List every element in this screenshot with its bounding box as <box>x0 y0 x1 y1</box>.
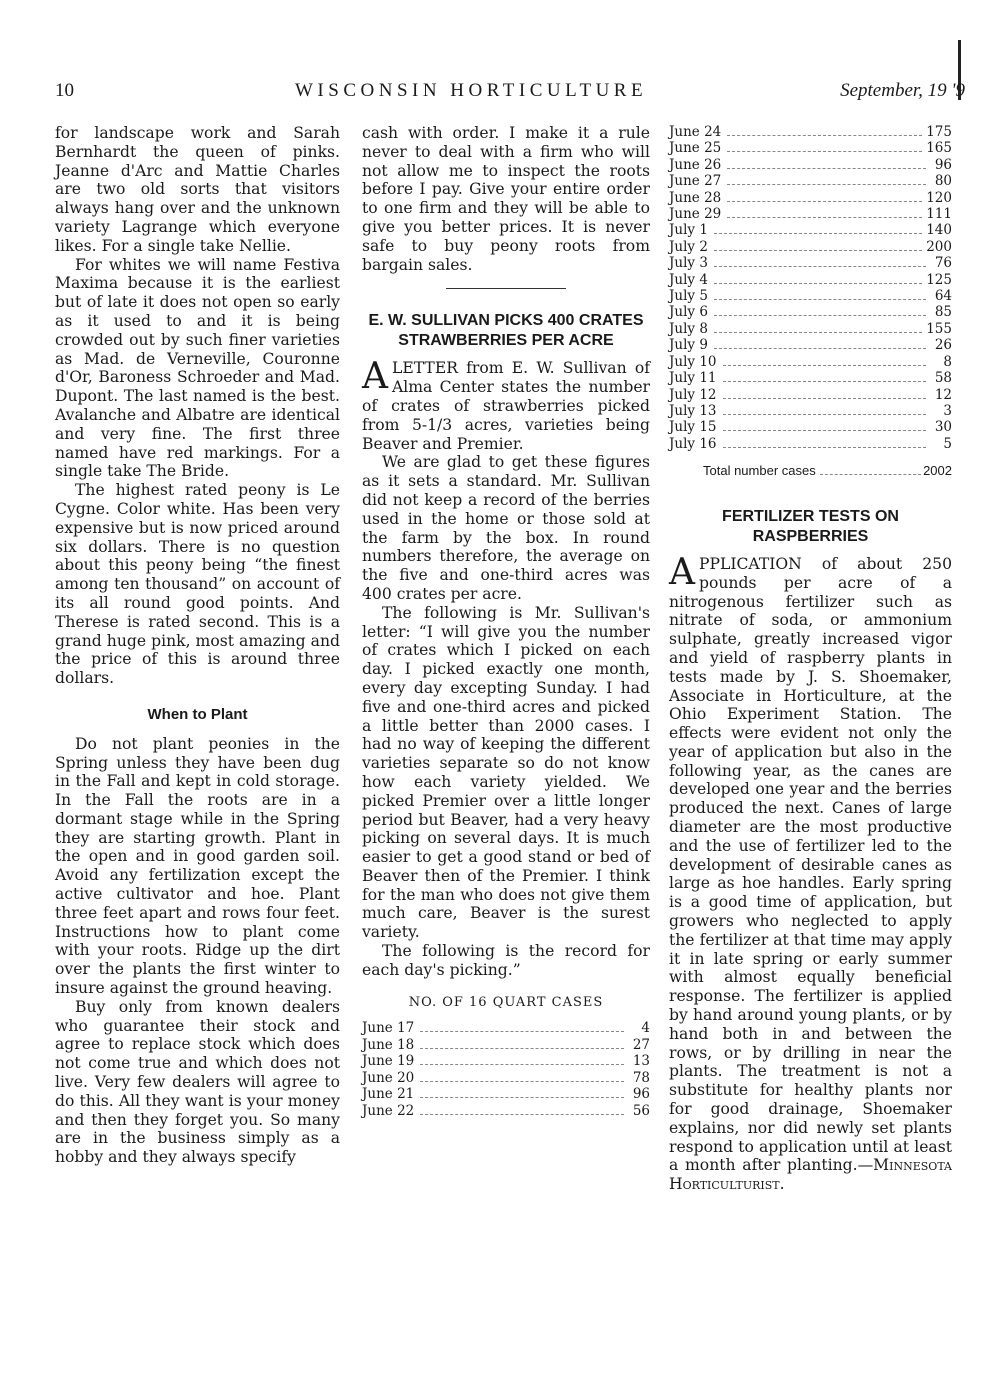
lead-text: LETTER from E. W. Sullivan of Alma Center states the number of crates of strawberries picked from 5-1/3 acres, varieties being Beaver and Premier. <box>362 359 650 453</box>
row-value: 111 <box>926 206 952 223</box>
table-row <box>669 436 952 452</box>
paragraph: Buy only from known dealers who guarantee their stock and agree to replace stock which does not come true and which does not live. Very few dealers will agree to do this. All they want is your money and then they forget you. So many are in the business simply as a hobby and they always specify <box>55 997 340 1167</box>
row-date: July 2 <box>669 238 708 255</box>
article-headline: E. W. SULLIVAN PICKS 400 CRATES STRAWBERRIES PER ACRE <box>368 312 644 350</box>
table-row <box>362 1086 650 1102</box>
row-date: July 12 <box>669 386 717 403</box>
leader-dots <box>714 299 926 300</box>
leader-dots <box>723 381 926 382</box>
page-number: 10 <box>55 80 74 101</box>
row-value: 96 <box>934 156 952 173</box>
row-date: July 3 <box>669 255 708 272</box>
row-date: June 22 <box>362 1102 415 1119</box>
table-row <box>669 321 952 337</box>
table-row <box>669 387 952 403</box>
row-date: July 16 <box>669 435 717 452</box>
row-date: June 20 <box>362 1069 415 1086</box>
leader-dots <box>820 474 921 475</box>
leader-dots <box>727 201 922 202</box>
table-row <box>669 419 952 435</box>
table-row <box>669 239 952 255</box>
row-value: 8 <box>943 353 952 370</box>
leader-dots <box>727 135 922 136</box>
row-value: 58 <box>934 370 952 387</box>
leader-dots <box>727 217 922 218</box>
table-total-row <box>703 462 952 481</box>
table-row <box>362 1020 650 1036</box>
leader-dots <box>727 168 926 169</box>
row-value: 175 <box>926 124 952 140</box>
row-date: June 19 <box>362 1053 415 1070</box>
publication-title: WISCONSIN HORTICULTURE <box>295 80 648 101</box>
row-value: 96 <box>632 1086 650 1103</box>
article-body <box>669 551 952 1194</box>
row-value: 78 <box>632 1069 650 1086</box>
lead-paragraph <box>362 356 650 453</box>
row-date: June 18 <box>362 1036 415 1053</box>
row-date: July 9 <box>669 337 708 354</box>
table-row <box>669 255 952 271</box>
row-date: June 21 <box>362 1086 415 1103</box>
table-title: NO. OF 16 QUART CASES <box>408 994 604 1010</box>
running-header <box>55 80 965 106</box>
row-value: 27 <box>632 1036 650 1053</box>
table-row <box>669 304 952 320</box>
leader-dots <box>420 1114 624 1115</box>
table-row <box>669 124 952 140</box>
table-row <box>669 354 952 370</box>
row-date: June 29 <box>669 206 722 223</box>
row-date: July 8 <box>669 320 708 337</box>
table-row <box>669 157 952 173</box>
leader-dots <box>723 430 926 431</box>
column-middle <box>362 124 650 1119</box>
row-value: 30 <box>934 419 952 436</box>
paragraph: The highest rated peony is Le Cygne. Color white. Has been very expensive but is now priced around six dollars. There is no question about this peony being “the finest among ten thousand” on account of its all round good points. And Therese is rated second. This is a grand huge pink, most amazing and the price of this is around three dollars. <box>55 481 340 688</box>
row-value: 200 <box>926 238 952 255</box>
leader-dots <box>714 266 926 267</box>
section-divider <box>446 288 566 289</box>
row-value: 12 <box>934 386 952 403</box>
row-date: June 28 <box>669 189 722 206</box>
body-text: PPLICATION of about 250 pounds per acre of a nitrogenous fertilizer such as nitrate of soda, or ammonium sulphate, greatly increased vigor and yield of raspberry plants in tests made by J. S. Shoemaker, Associate in Horticulture, at the Ohio Experiment Station. The effects were evident not only the year of application but also in the following year, as the canes are developed one year and the berries produced the next. Canes of large diameter are the most productive and the use of fertilizer led to the development of desirable canes as large as hoe handles. Early spring is a good time of application, but growers who neglected to apply the fertilizer at that time may apply it in late spring or early summer with almost equally beneficial response. The fertilizer is applied by hand around young plants, or by hand both in and between the rows, or by drilling in near the plants. The treatment is not a substitute for healthy plants nor for good drainage, Shoemaker explains, nor did newly set plants respond to application until at least a month after planting.— <box>669 554 952 1175</box>
article-headline: FERTILIZER TESTS ON RASPBERRIES <box>722 507 899 545</box>
row-value: 80 <box>934 173 952 190</box>
issue-date: September, 19 '9 <box>840 80 965 101</box>
paragraph: For whites we will name Festiva Maxima because it is the earliest but of late it does not open so early as it used to and it is being crowded out by such finer varieties as Mad. de Verneville, Couronne d'Or, Baroness Schroeder and Mad. Dupont. The last named is the best. Avalanche and Albatre are identical and very fine. The first three named have red markings. For a single take The Bride. <box>55 255 340 481</box>
table-row <box>669 173 952 189</box>
row-value: 13 <box>632 1053 650 1070</box>
total-value: 2002 <box>923 463 952 479</box>
row-date: June 27 <box>669 173 722 190</box>
leader-dots <box>420 1064 624 1065</box>
table-row <box>669 222 952 238</box>
row-value: 120 <box>926 189 952 206</box>
table-row <box>362 1070 650 1086</box>
drop-cap: A <box>362 356 388 398</box>
row-value: 76 <box>934 255 952 272</box>
leader-dots <box>723 365 926 366</box>
paragraph: for landscape work and Sarah Bernhardt the queen of pinks. Jeanne d'Arc and Mattie Charles are two old sorts that visitors always hang over and the unknown variety Lagrange which everyone likes. For a single take Nellie. <box>55 124 340 255</box>
row-date: June 26 <box>669 156 722 173</box>
table-row <box>669 190 952 206</box>
leader-dots <box>714 250 922 251</box>
row-value: 26 <box>934 337 952 354</box>
table-row <box>362 1037 650 1053</box>
paragraph: The following is the record for each day's picking.” <box>362 942 650 979</box>
leader-dots <box>723 414 926 415</box>
row-date: June 25 <box>669 140 722 157</box>
leader-dots <box>420 1081 624 1082</box>
row-value: 4 <box>641 1020 650 1037</box>
table-row <box>669 288 952 304</box>
row-value: 56 <box>632 1102 650 1119</box>
leader-dots <box>714 315 926 316</box>
row-value: 3 <box>943 402 952 419</box>
leader-dots <box>714 348 926 349</box>
row-date: July 5 <box>669 288 708 305</box>
cases-table-part-2 <box>669 124 952 452</box>
leader-dots <box>420 1048 624 1049</box>
paragraph: We are glad to get these figures as it sets a standard. Mr. Sullivan did not keep a record of the berries used in the home or those sold at the farm by the box. In round numbers therefore, the average on the five and one-third acres was 400 crates per acre. <box>362 453 650 603</box>
total-label: Total number cases <box>703 463 816 479</box>
leader-dots <box>727 151 922 152</box>
table-row <box>669 403 952 419</box>
leader-dots <box>714 332 922 333</box>
row-date: June 24 <box>669 124 722 140</box>
table-row <box>362 1103 650 1119</box>
row-value: 64 <box>934 288 952 305</box>
row-date: July 11 <box>669 370 717 387</box>
source-credit: Minnesota Horticulturist. <box>669 1156 952 1194</box>
paragraph: The following is Mr. Sullivan's letter: “I will give you the number of crates which I picked on each day. I picked exactly one month, every day excepting Sunday. I had five and one-third acres and picked a little better than 2000 cases. I had no way of keeping the different varieties separate so do not know how each variety yielded. We picked Premier over a little longer period but Beaver, had a very heavy picking on several days. It is much easier to get a good stand or bed of Beaver then of the Premier. I think for the man who does not give them much care, Beaver is the surest variety. <box>362 603 650 942</box>
leader-dots <box>714 233 922 234</box>
paragraph: Do not plant peonies in the Spring unless they have been dug in the Fall and kept in cold storage. In the Fall the roots are in a dormant stage while in the Spring they are starting growth. Plant in the open and in good garden soil. Avoid any fertilization except the active cultivator and hoe. Plant three feet apart and rows four feet. Instructions how to plant come with your roots. Ridge up the dirt over the plants the first winter to insure against the ground heaving. <box>55 734 340 998</box>
row-value: 125 <box>926 271 952 288</box>
paragraph: cash with order. I make it a rule never to deal with a firm who will not allow me to inspect the roots before I pay. Give your entire order to one firm and they will be able to give you better prices. It is never safe to buy peony roots from bargain sales. <box>362 124 650 274</box>
leader-dots <box>420 1031 624 1032</box>
leader-dots <box>723 398 926 399</box>
column-right <box>669 124 952 1194</box>
table-row <box>669 370 952 386</box>
row-date: July 15 <box>669 419 717 436</box>
row-value: 140 <box>926 222 952 239</box>
row-value: 5 <box>943 435 952 452</box>
table-row <box>362 1053 650 1069</box>
leader-dots <box>727 184 926 185</box>
row-value: 85 <box>934 304 952 321</box>
table-row <box>669 337 952 353</box>
table-row <box>669 140 952 156</box>
leader-dots <box>723 447 926 448</box>
cases-table-part-1 <box>362 1020 650 1118</box>
leader-dots <box>420 1097 624 1098</box>
column-left <box>55 124 340 1167</box>
row-date: July 6 <box>669 304 708 321</box>
row-date: June 17 <box>362 1020 415 1037</box>
row-date: July 13 <box>669 402 717 419</box>
row-value: 155 <box>926 320 952 337</box>
row-date: July 4 <box>669 271 708 288</box>
row-date: July 1 <box>669 222 708 239</box>
table-row <box>669 272 952 288</box>
section-subheading: When to Plant <box>147 705 248 723</box>
drop-cap: A <box>669 551 695 593</box>
table-row <box>669 206 952 222</box>
row-value: 165 <box>926 140 952 157</box>
leader-dots <box>714 283 922 284</box>
row-date: July 10 <box>669 353 717 370</box>
